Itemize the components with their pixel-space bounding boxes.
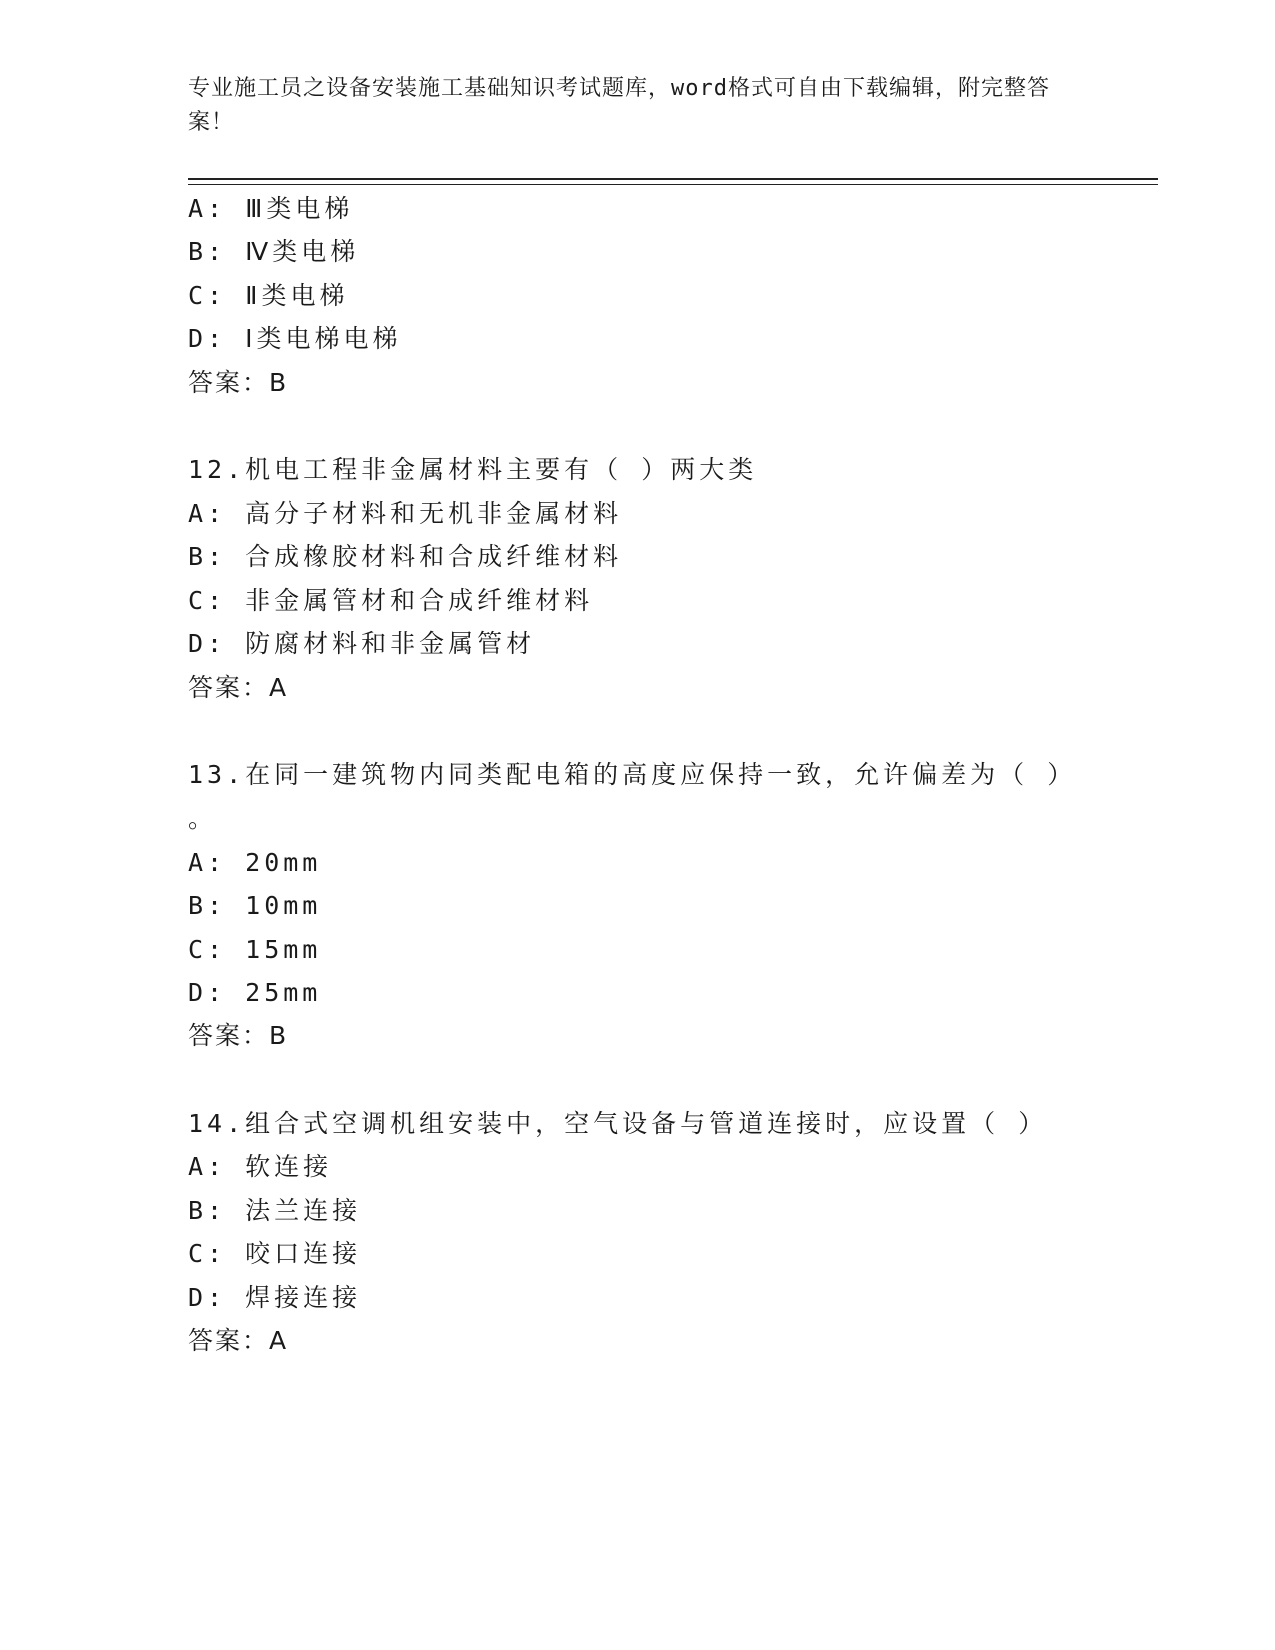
q14-question: 14.组合式空调机组安装中，空气设备与管道连接时，应设置（ ） [188, 1109, 1048, 1138]
q12-answer: 答案：A [188, 673, 289, 702]
q12-option-d: D: 防腐材料和非金属管材 [188, 629, 536, 658]
q11-option-c: C: Ⅱ类电梯 [188, 281, 349, 310]
q14-option-d: D: 焊接连接 [188, 1283, 362, 1312]
q13-question: 13.在同一建筑物内同类配电箱的高度应保持一致，允许偏差为（ ） [188, 760, 1077, 789]
q13-answer: 答案：B [188, 1021, 289, 1050]
header-divider-thin [188, 184, 1158, 185]
q11-option-b: B: Ⅳ类电梯 [188, 237, 360, 266]
q12-option-b: B: 合成橡胶材料和合成纤维材料 [188, 542, 623, 571]
q14-option-c: C: 咬口连接 [188, 1239, 362, 1268]
q13-option-c: C: 15mm [188, 935, 322, 964]
header-divider-thick [188, 178, 1158, 180]
q14-option-b: B: 法兰连接 [188, 1196, 362, 1225]
q11-option-d: D: Ⅰ类电梯电梯 [188, 324, 402, 353]
q12-option-a: A: 高分子材料和无机非金属材料 [188, 499, 623, 528]
document-header: 专业施工员之设备安装施工基础知识考试题库，word格式可自由下载编辑，附完整答案！ [188, 76, 1050, 135]
q12-question: 12.机电工程非金属材料主要有（ ）两大类 [188, 455, 758, 484]
q14-answer: 答案：A [188, 1326, 289, 1355]
q12-option-c: C: 非金属管材和合成纤维材料 [188, 586, 594, 615]
q11-answer: 答案：B [188, 368, 289, 397]
q13-option-a: A: 20mm [188, 848, 322, 877]
q13-option-d: D: 25mm [188, 978, 322, 1007]
q13-option-b: B: 10mm [188, 891, 322, 920]
q13-question-continuation: 。 [188, 804, 218, 833]
q11-option-a: A: Ⅲ类电梯 [188, 194, 354, 223]
q14-option-a: A: 软连接 [188, 1152, 333, 1181]
